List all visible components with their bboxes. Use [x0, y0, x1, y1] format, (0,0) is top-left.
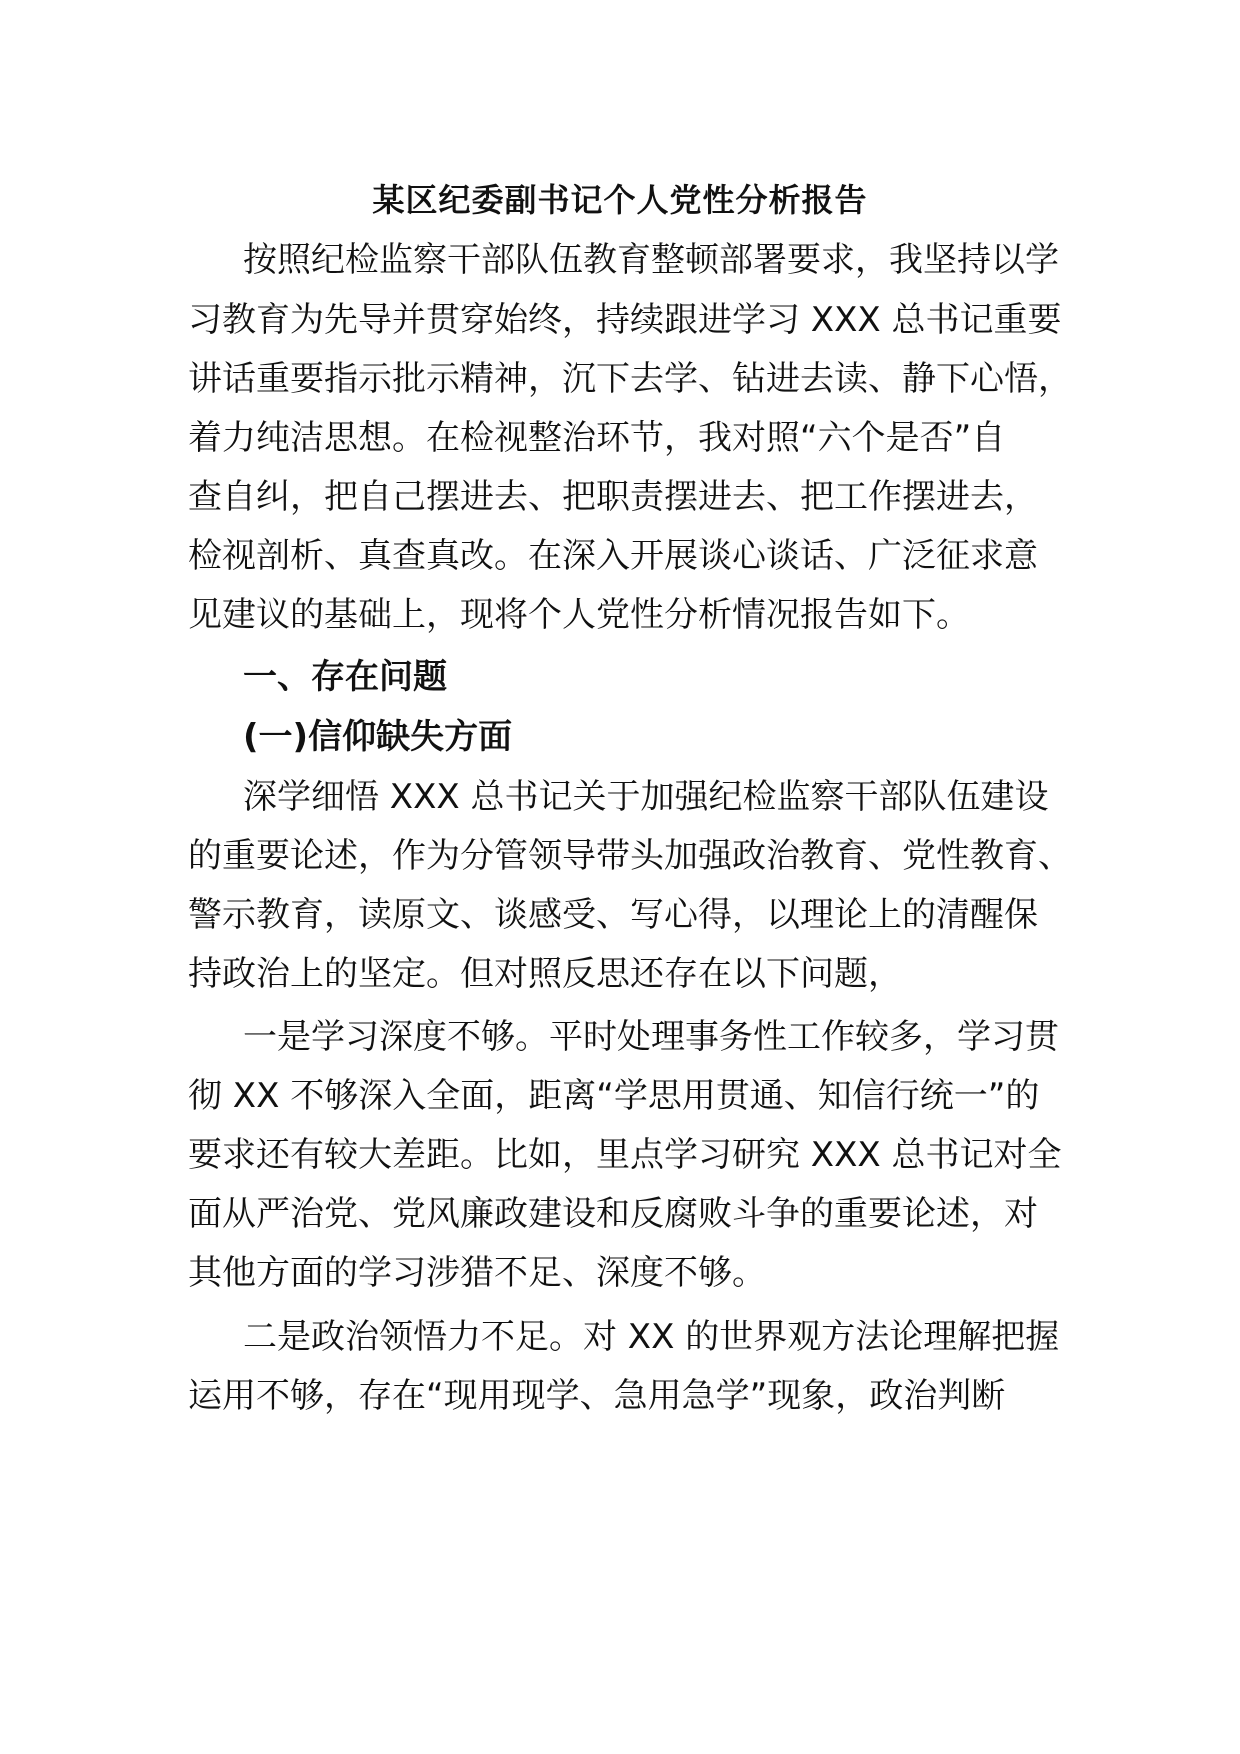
paragraph-line: 习教育为先导并贯穿始终，持续跟进学习 XXX 总书记重要: [188, 300, 1062, 340]
paragraph-line: 一是学习深度不够。平时处理事务性工作较多，学习贯: [243, 1017, 1059, 1057]
paragraph-line: 要求还有较大差距。比如，里点学习研究 XXX 总书记对全: [188, 1135, 1062, 1175]
paragraph-line: 查自纠，把自己摆进去、把职责摆进去、把工作摆进去，: [188, 477, 1038, 517]
paragraph-line: 的重要论述，作为分管领导带头加强政治教育、党性教育、: [188, 836, 1072, 876]
paragraph-line: 警示教育，读原文、谈感受、写心得，以理论上的清醒保: [188, 895, 1038, 935]
paragraph-line: 按照纪检监察干部队伍教育整顿部署要求，我坚持以学: [243, 240, 1059, 280]
subsection-heading: (一)信仰缺失方面: [243, 717, 513, 757]
paragraph-line: 其他方面的学习涉猎不足、深度不够。: [188, 1253, 766, 1293]
section-heading: 一、存在问题: [243, 657, 447, 697]
document-title: 某区纪委副书记个人党性分析报告: [372, 181, 868, 219]
paragraph-line: 彻 XX 不够深入全面，距离“学思用贯通、知信行统一”的: [188, 1076, 1040, 1116]
paragraph-line: 见建议的基础上，现将个人党性分析情况报告如下。: [188, 595, 970, 635]
paragraph-line: 二是政治领悟力不足。对 XX 的世界观方法论理解把握: [243, 1317, 1060, 1357]
paragraph-line: 深学细悟 XXX 总书记关于加强纪检监察干部队伍建设: [243, 777, 1049, 817]
paragraph-line: 面从严治党、党风廉政建设和反腐败斗争的重要论述，对: [188, 1194, 1038, 1234]
paragraph-line: 着力纯洁思想。在检视整治环节，我对照“六个是否”自: [188, 418, 1006, 458]
paragraph-line: 持政治上的坚定。但对照反思还存在以下问题，: [188, 954, 902, 994]
paragraph-line: 讲话重要指示批示精神，沉下去学、钻进去读、静下心悟，: [188, 359, 1072, 399]
paragraph-line: 运用不够，存在“现用现学、急用急学”现象，政治判断: [188, 1376, 1006, 1416]
paragraph-line: 检视剖析、真查真改。在深入开展谈心谈话、广泛征求意: [188, 536, 1038, 576]
